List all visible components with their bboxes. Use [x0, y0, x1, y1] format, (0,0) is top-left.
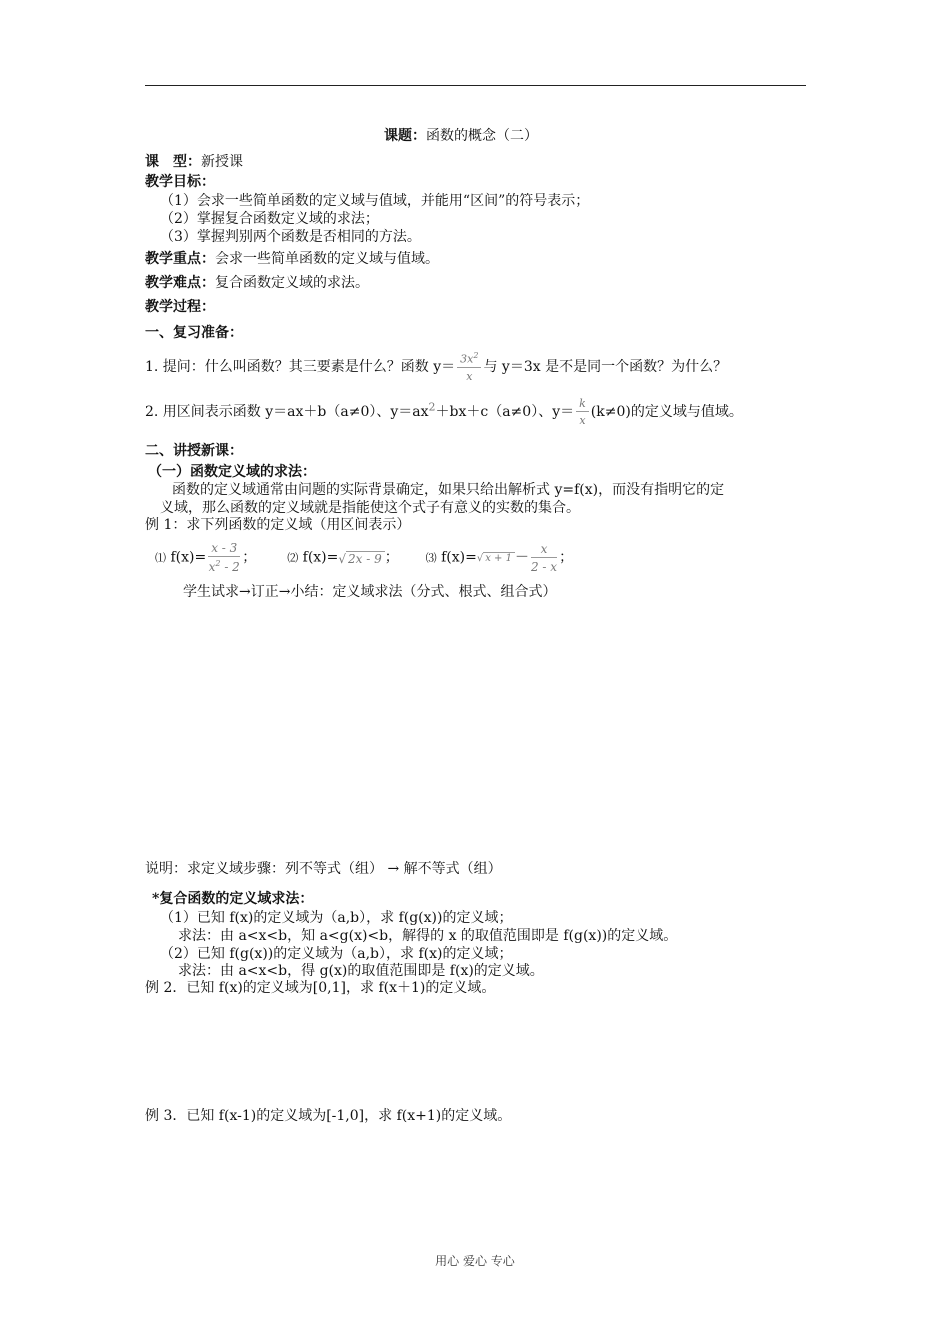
page-footer: 用心 爱心 专心 [435, 1254, 515, 1268]
domain-steps-note: 说明：求定义域步骤：列不等式（组） → 解不等式（组） [145, 861, 502, 877]
process-heading: 教学过程： [145, 299, 215, 315]
difficulty-label: 教学难点： [145, 275, 215, 291]
key-point-label: 教学重点： [145, 251, 215, 267]
f2-sqrt: √ 2x - 9 [338, 551, 384, 565]
review-question-1 [145, 352, 727, 382]
example-1: 例 1：求下列函数的定义域（用区间表示） [145, 517, 411, 533]
example-2: 例 2．已知 f(x)的定义域为[0,1]，求 f(x＋1)的定义域。 [145, 980, 496, 996]
f3-den: 2 - x [530, 559, 558, 574]
q1-num-sup: 2 [473, 351, 479, 360]
example-1-functions [155, 542, 573, 573]
f1-den-sup: 2 [215, 559, 221, 568]
section1-heading: 一、复习准备： [145, 325, 243, 341]
f2-post: ； [384, 549, 399, 566]
goals-heading: 教学目标： [145, 174, 215, 190]
f2-pre: f(x)= [302, 549, 339, 566]
f2-label: ⑵ [287, 551, 299, 565]
f3-minus: － [514, 549, 529, 566]
goal-item: （3）掌握判别两个函数是否相同的方法。 [160, 229, 421, 245]
q1-fraction [457, 352, 481, 382]
difficulty [145, 276, 369, 290]
f3-label: ⑶ [425, 551, 437, 565]
f1-label: ⑴ [155, 551, 166, 565]
lesson-type [145, 155, 243, 169]
q1-post: 与 y＝3x 是不是同一个函数？为什么？ [483, 358, 728, 375]
lesson-title [384, 129, 538, 143]
f1-pre: f(x)= [170, 549, 207, 566]
f3-post: ； [559, 549, 574, 566]
composite-method-2: 求法：由 a<x<b，得 g(x)的取值范围即是 f(x)的定义域。 [178, 963, 544, 979]
example-3: 例 3．已知 f(x-1)的定义域为[-1,0]，求 f(x+1)的定义域。 [145, 1108, 512, 1124]
q1-num: 3x [460, 352, 474, 366]
section2-heading: 二、讲授新课： [145, 443, 243, 459]
f3-sqrt: √ x + 1 [477, 552, 515, 564]
q2-fraction [576, 398, 589, 426]
composite-method-1: 求法：由 a<x<b，知 a<g(x)<b，解得的 x 的取值范围即是 f(g(x))的定义域。 [178, 928, 678, 944]
q2-den: x [579, 414, 586, 427]
q2-pre: 2. 用区间表示函数 y＝ax＋b（a≠0）、y＝ax [145, 404, 429, 420]
q2-mid: ＋bx＋c（a≠0）、y＝ [435, 404, 575, 420]
header-rule [145, 85, 806, 86]
composite-case-2: （2）已知 f(g(x))的定义域为（a,b），求 f(x)的定义域； [160, 946, 513, 962]
q1-den: x [466, 369, 473, 383]
composite-heading: *复合函数的定义域求法： [152, 891, 314, 907]
student-summary: 学生试求→订正→小结：定义域求法（分式、根式、组合式） [183, 584, 557, 600]
goal-item: （1）会求一些简单函数的定义域与值域，并能用“区间”的符号表示； [160, 193, 590, 209]
f3-num: x [531, 543, 557, 558]
q1-pre: 1. 提问：什么叫函数？其三要素是什么？函数 y＝ [145, 358, 456, 375]
q2-post: (k≠0)的定义域与值域。 [590, 404, 743, 420]
paragraph-line: 义域，那么函数的定义域就是指能使这个式子有意义的实数的集合。 [160, 500, 580, 516]
composite-case-1: （1）已知 f(x)的定义域为（a,b），求 f(g(x))的定义域； [160, 910, 513, 926]
q2-num: k [576, 398, 589, 412]
q2-sup: 2 [428, 400, 436, 414]
f1-den-post: - 2 [220, 560, 240, 574]
f3-pre: f(x)= [441, 549, 477, 566]
review-question-2 [145, 398, 743, 426]
subsection-domain: （一）函数定义域的求法： [148, 464, 316, 480]
f1-post: ； [242, 549, 257, 566]
f1-den: x [208, 560, 216, 574]
title-label: 课题： [384, 128, 426, 144]
f1-fraction [208, 542, 240, 573]
goal-item: （2）掌握复合函数定义域的求法； [160, 211, 379, 227]
f2-arg: 2x - 9 [346, 551, 385, 565]
type-label: 课 型： [145, 154, 201, 170]
f3-arg: x + 1 [483, 552, 515, 564]
type-text: 新授课 [201, 154, 243, 170]
f1-num: x - 3 [208, 542, 240, 557]
f3-fraction [531, 543, 557, 573]
key-point [145, 252, 439, 266]
key-point-text: 会求一些简单函数的定义域与值域。 [215, 251, 439, 267]
paragraph-line: 函数的定义域通常由问题的实际背景确定，如果只给出解析式 y=f(x)，而没有指明它的定 [172, 482, 725, 498]
title-text: 函数的概念（二） [426, 128, 538, 144]
difficulty-text: 复合函数定义域的求法。 [215, 275, 369, 291]
